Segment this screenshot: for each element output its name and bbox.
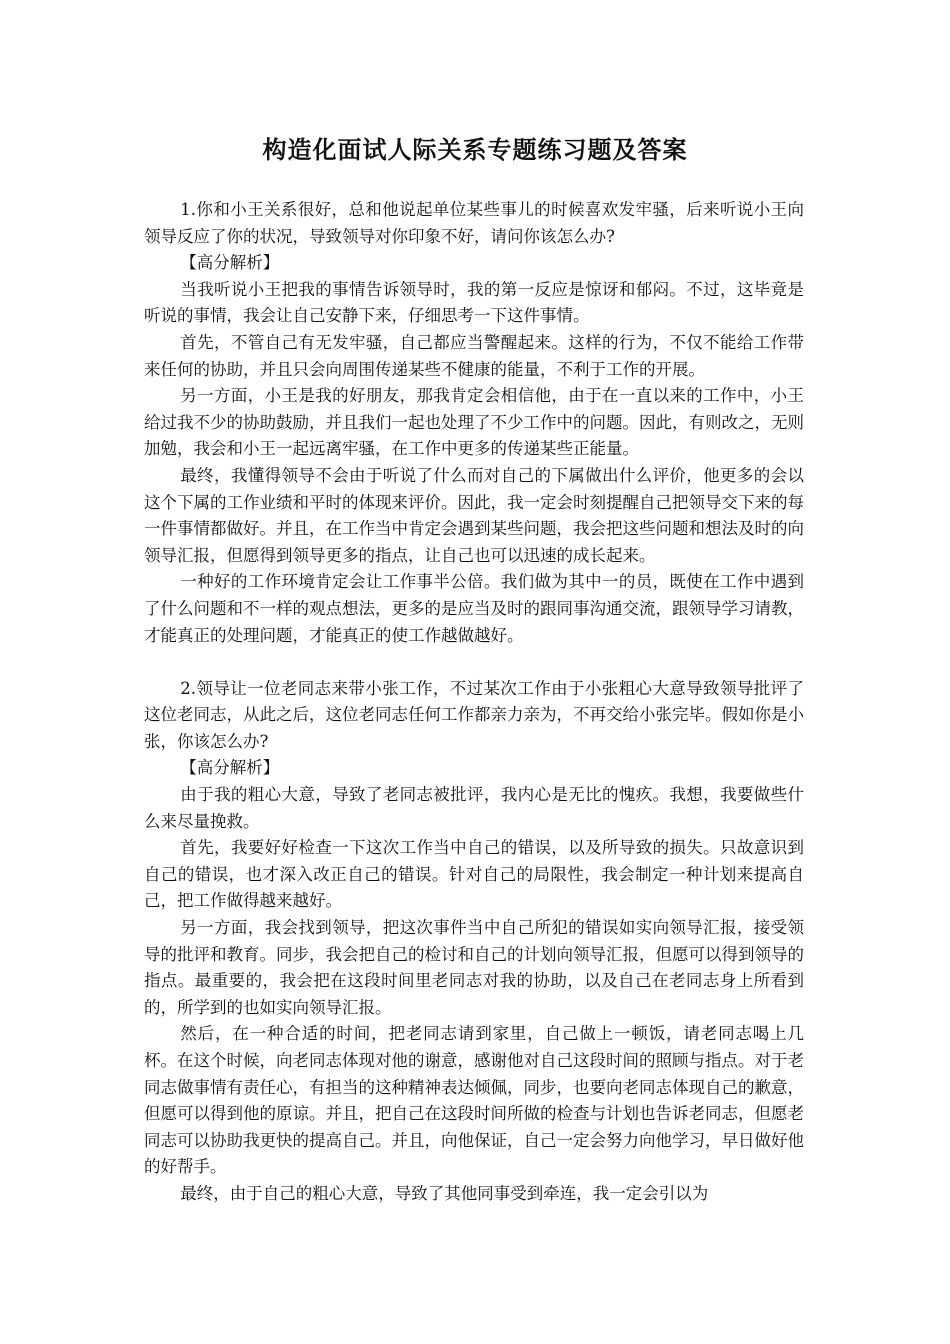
question-1: 1.你和小王关系很好，总和他说起单位某些事儿的时候喜欢发牢骚，后来听说小王向领导反应了你的状况，导致领导对你印象不好，请问你该怎么办? <box>144 200 804 246</box>
answer-2-paragraph: 首先，我要好好检查一下这次工作当中自己的错误，以及所导致的损失。只故意识到自己的错误，也才深入改正自己的错误。针对自己的局限性，我会制定一种计划来提高自己，把工作做得越来越好。 <box>144 838 804 911</box>
answer-2-paragraph: 由于我的粗心大意，导致了老同志被批评，我内心是无比的愧疚。我想，我要做些什么来尽量挽救。 <box>144 785 804 831</box>
answer-1-paragraph: 另一方面，小王是我的好朋友，那我肯定会相信他，由于在一直以来的工作中，小王给过我不少的协助鼓励，并且我们一起也处理了不少工作中的问题。因此，有则改之，无则加勉，我会和小王一起远离牢骚，在工作中更多的传递某些正能量。 <box>144 386 804 459</box>
document-title: 构造化面试人际关系专题练习题及答案 <box>262 136 688 164</box>
analysis-heading-1: 【高分解析】 <box>180 253 280 273</box>
answer-2-paragraph: 最终，由于自己的粗心大意，导致了其他同事受到牵连，我一定会引以为 <box>180 1183 709 1203</box>
question-2: 2.领导让一位老同志来带小张工作，不过某次工作由于小张粗心大意导致领导批评了这位老同志，从此之后，这位老同志任何工作都亲力亲为，不再交给小张完毕。假如你是小张，你该怎么办? <box>144 678 804 751</box>
document-body <box>144 197 804 1208</box>
answer-1-paragraph: 首先，不管自己有无发牢骚，自己都应当警醒起来。这样的行为，不仅不能给工作带来任何的协助，并且只会向周围传递某些不健康的能量，不利于工作的开展。 <box>144 332 804 379</box>
answer-1-paragraph: 当我听说小王把我的事情告诉领导时，我的第一反应是惊讶和郁闷。不过，这毕竟是听说的事情，我会让自己安静下来，仔细思考一下这件事情。 <box>144 279 804 326</box>
answer-1-paragraph: 一种好的工作环境肯定会让工作事半公倍。我们做为其中一的员，既使在工作中遇到了什么问题和不一样的观点想法，更多的是应当及时的跟同事沟通交流，跟领导学习请教，才能真正的处理问题，才能真正的使工作越做越好。 <box>144 572 804 645</box>
answer-2-paragraph: 然后，在一种合适的时间，把老同志请到家里，自己做上一顿饭，请老同志喝上几杯。在这个时候，向老同志体现对他的谢意，感谢他对自己这段时间的照顾与指点。对于老同志做事情有责任心，有担当的这种精神表达倾佩，同步，也要向老同志体现自己的歉意，但愿可以得到他的原谅。并且，把自己在这段时间所做的检查与计划也告诉老同志，但愿老同志可以协助我更快的提高自己。并且，向他保证，自己一定会努力向他学习，早日做好他的好帮手。 <box>144 1024 804 1177</box>
answer-2-paragraph: 另一方面，我会找到领导，把这次事件当中自己所犯的错误如实向领导汇报，接受领导的批评和教育。同步，我会把自己的检讨和自己的计划向领导汇报，但愿可以得到领导的指点。最重要的，我会把在这段时间里老同志对我的协助，以及自己在老同志身上所看到的，所学到的也如实向领导汇报。 <box>144 918 804 1017</box>
section-spacer <box>144 649 804 676</box>
analysis-heading-2: 【高分解析】 <box>180 758 280 778</box>
answer-1-paragraph: 最终，我懂得领导不会由于听说了什么而对自己的下属做出什么评价，他更多的会以这个下属的工作业绩和平时的体现来评价。因此，我一定会时刻提醒自己把领导交下来的每一件事情都做好。并且，在工作当中肯定会遇到某些问题，我会把这些问题和想法及时的向领导汇报，但愿得到领导更多的指点，让自己也可以迅速的成长起来。 <box>144 465 804 565</box>
